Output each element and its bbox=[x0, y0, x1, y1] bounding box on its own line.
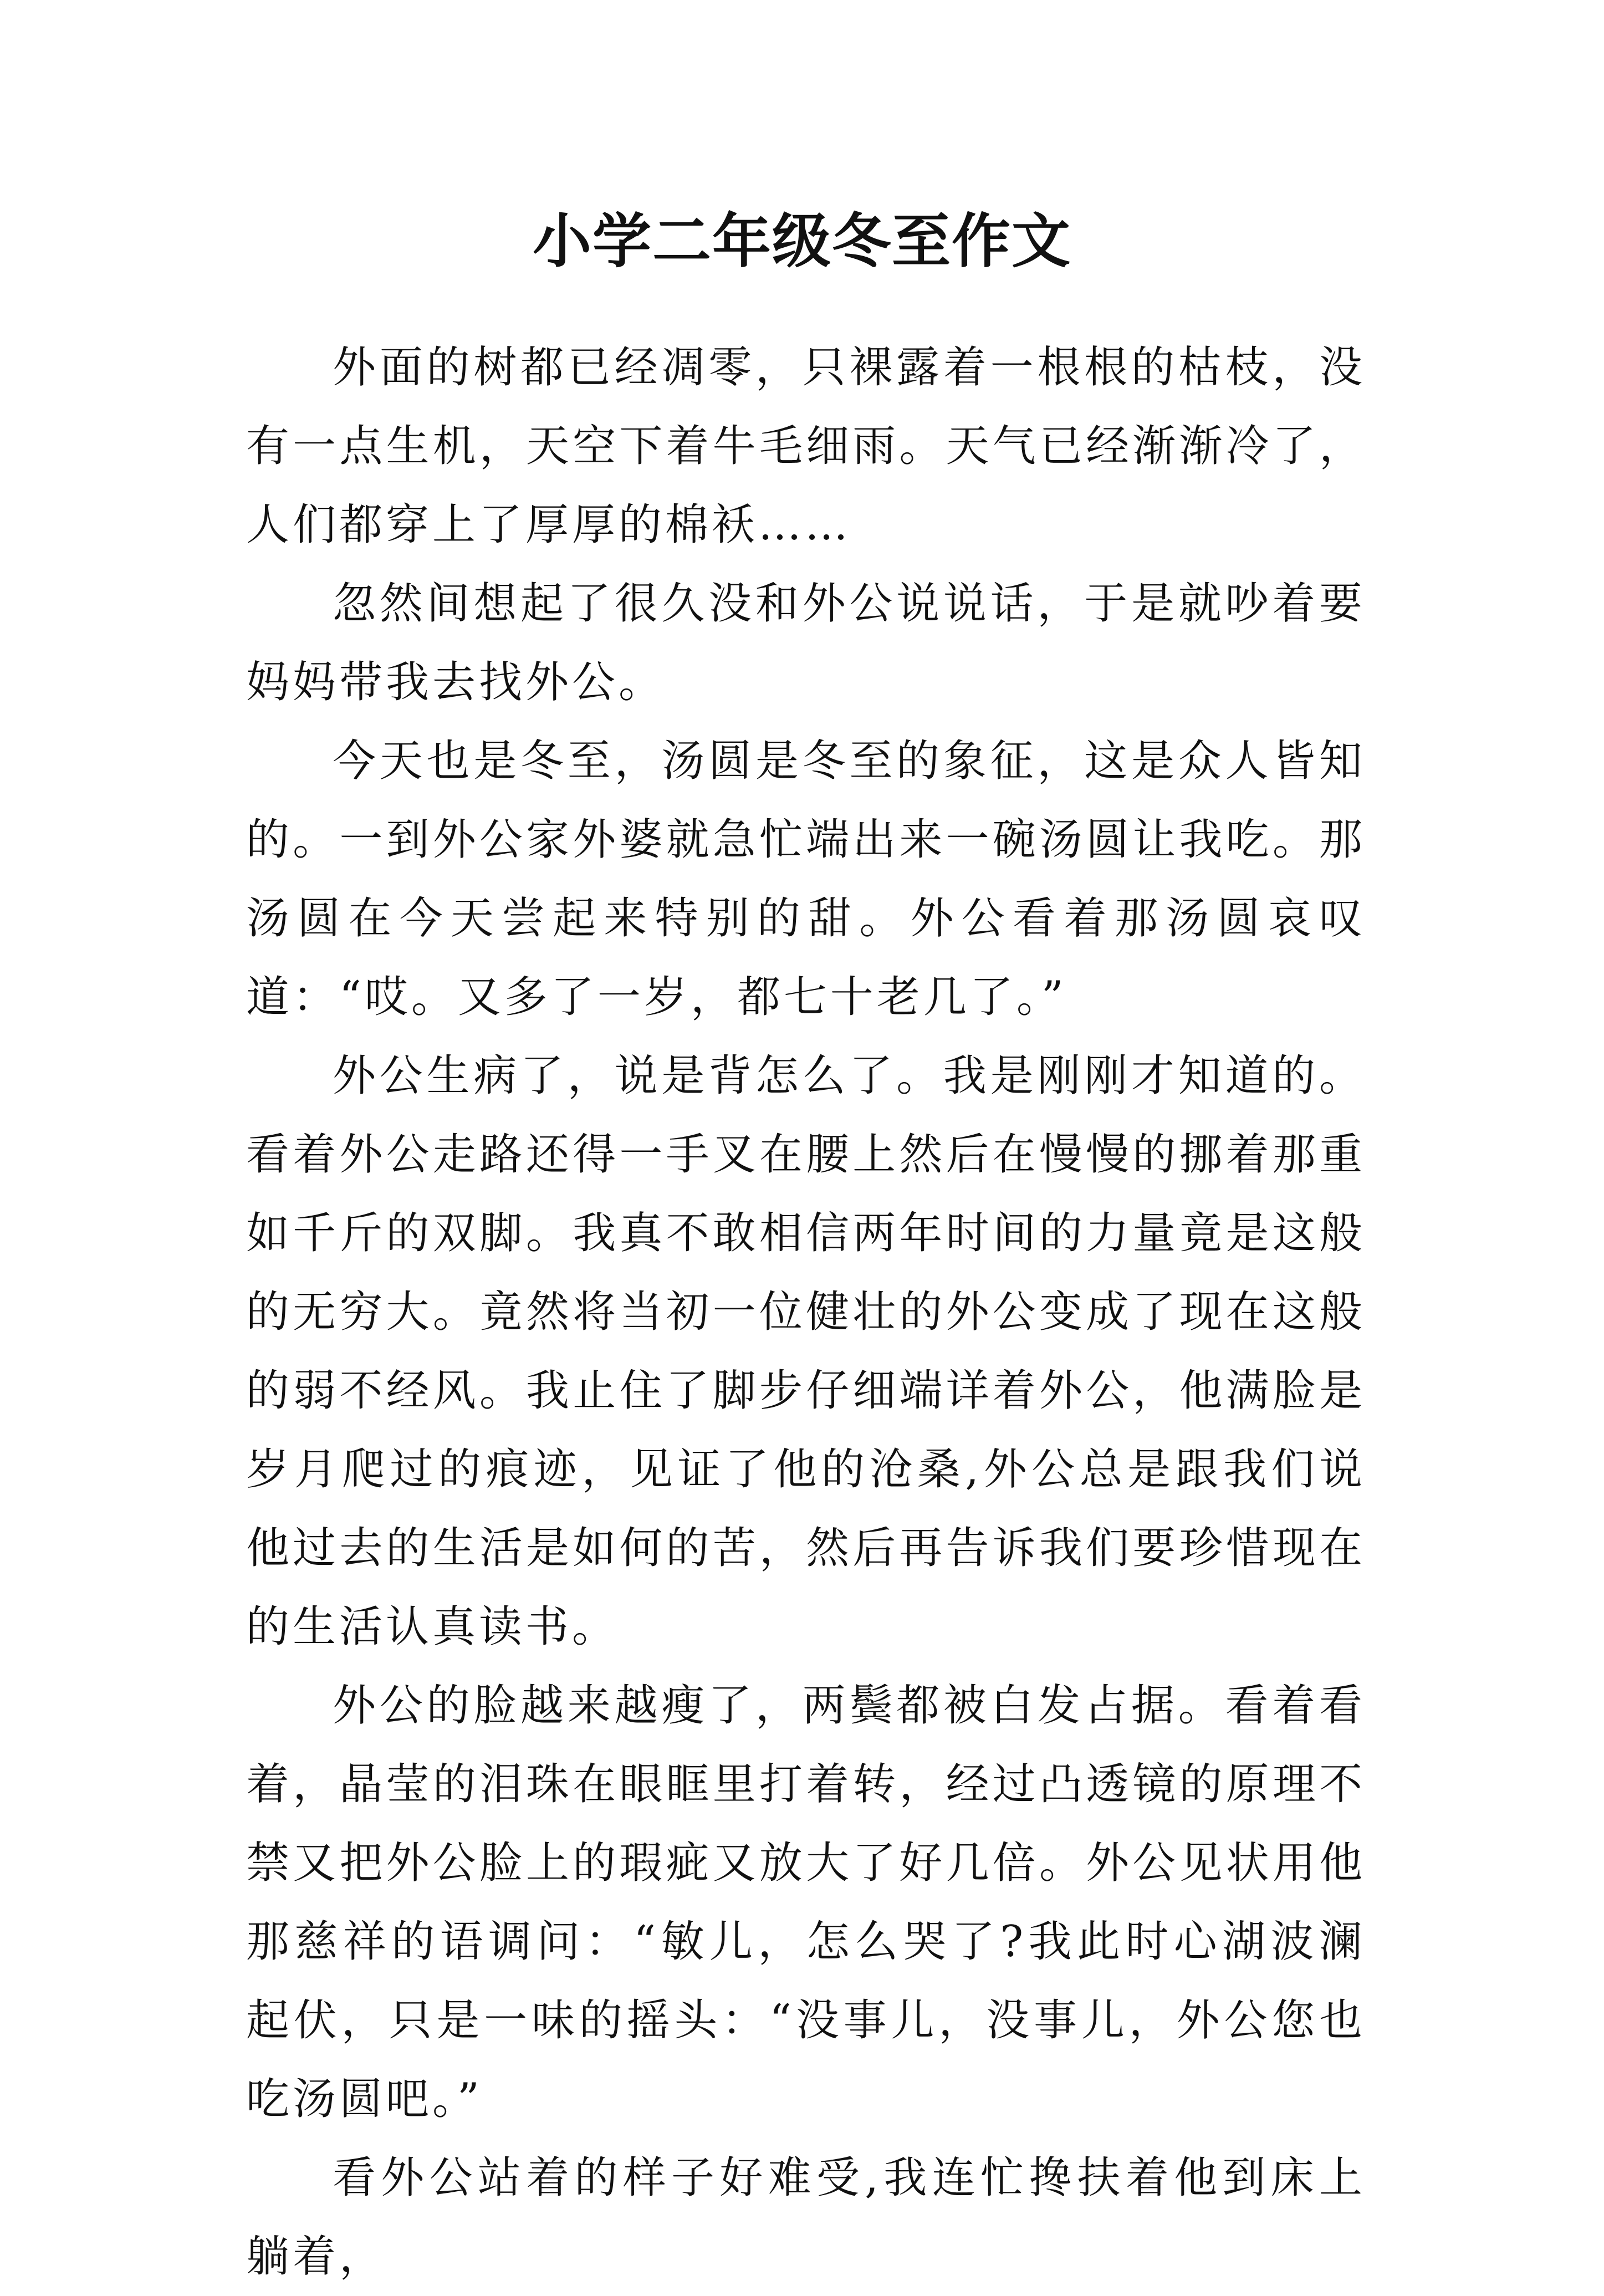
paragraph-4: 外公生病了，说是背怎么了。我是刚刚才知道的。看着外公走路还得一手叉在腰上然后在慢慢的挪着那重如千斤的双脚。我真不敢相信两年时间的力量竟是这般的无穷大。竟然将当初一位健壮的外公变成了现在这般的弱不经风。我止住了脚步仔细端详着外公，他满脸是岁月爬过的痕迹，见证了他的沧桑,外公总是跟我们说他过去的生活是如何的苦，然后再告诉我们要珍惜现在的生活认真读书。 bbox=[246, 1051, 1366, 1652]
paragraph-2: 忽然间想起了很久没和外公说说话，于是就吵着要妈妈带我去找外公。 bbox=[246, 579, 1366, 707]
document-title: 小学二年级冬至作文 bbox=[533, 206, 1071, 275]
paragraph-5: 外公的脸越来越瘦了，两鬓都被白发占据。看着看着，晶莹的泪珠在眼眶里打着转，经过凸透镜的原理不禁又把外公脸上的瑕疵又放大了好几倍。外公见状用他那慈祥的语调问：“敏儿，怎么哭了?我此时心湖波澜起伏，只是一味的摇头：“没事儿，没事儿，外公您也吃汤圆吧。” bbox=[246, 1681, 1366, 2124]
paragraph-6: 看外公站着的样子好难受,我连忙搀扶着他到床上躺着， bbox=[246, 2153, 1366, 2282]
document-body bbox=[246, 328, 1366, 2296]
paragraph-1: 外面的树都已经凋零，只裸露着一根根的枯枝，没有一点生机，天空下着牛毛细雨。天气已经渐渐冷了，人们都穿上了厚厚的棉袄…… bbox=[246, 343, 1366, 550]
paragraph-3: 今天也是冬至，汤圆是冬至的象征，这是众人皆知的。一到外公家外婆就急忙端出来一碗汤圆让我吃。那汤圆在今天尝起来特别的甜。外公看着那汤圆哀叹道：“哎。又多了一岁，都七十老几了。” bbox=[246, 736, 1366, 1022]
